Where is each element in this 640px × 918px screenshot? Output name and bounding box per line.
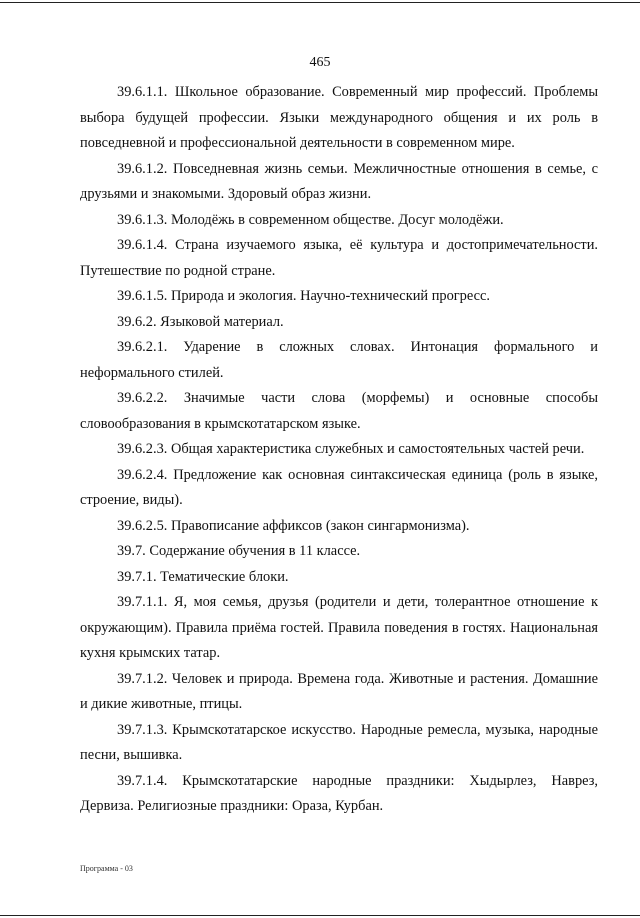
paragraph-39-6-1-5: 39.6.1.5. Природа и экология. Научно-технический прогресс. [117,288,490,304]
paragraph-39-7-1-2: 39.7.1.2. Человек и природа. Времена года. Животные и растения. Домашние и дикие животные, птицы. [80,670,598,712]
paragraph-39-6-2: 39.6.2. Языковой материал. [117,313,284,330]
paragraph-39-6-2-2: 39.6.2.2. Значимые части слова (морфемы) и основные способы словообразования в крымскотатарском языке. [80,390,598,432]
paragraph-39-6-2-1: 39.6.2.1. Ударение в сложных словах. Интонация формального и неформального стилей. [80,339,598,381]
paragraph-39-6-2-3: 39.6.2.3. Общая характеристика служебных и самостоятельных частей речи. [117,441,585,457]
page-number: 465 [309,55,331,70]
bottom-border-line [0,915,640,916]
paragraph-39-6-1-1: 39.6.1.1. Школьное образование. Современный мир профессий. Проблемы выбора будущей профессии. Языки международного общения и их роль в повседневной и профессиональной деятельности в современном мире. [80,84,598,151]
paragraph-39-7-1-3: 39.7.1.3. Крымскотатарское искусство. Народные ремесла, музыка, народные песни, вышивка. [80,721,598,763]
paragraph-39-7: 39.7. Содержание обучения в 11 классе. [117,543,361,559]
paragraph-39-6-1-2: 39.6.1.2. Повседневная жизнь семьи. Межличностные отношения в семье, с друзьями и знакомыми. Здоровый образ жизни. [80,160,598,202]
paragraph-39-7-1-4: 39.7.1.4. Крымскотатарские народные праздники: Хыдырлез, Наврез, Дервиза. Религиозные праздники: Ораза, Курбан. [80,772,598,814]
page-footer: Программа - 03 [80,864,133,873]
paragraph-39-6-2-4: 39.6.2.4. Предложение как основная синтаксическая единица (роль в языке, строение, виды). [80,466,598,508]
document-body [80,80,598,820]
paragraph-39-6-1-4: 39.6.1.4. Страна изучаемого языка, её культура и достопримечательности. Путешествие по родной стране. [80,237,598,279]
paragraph-39-6-2-5: 39.6.2.5. Правописание аффиксов (закон сингармонизма). [117,517,470,534]
top-border-line [0,2,640,3]
paragraph-39-7-1-1: 39.7.1.1. Я, моя семья, друзья (родители и дети, толерантное отношение к окружающим). Правила приёма гостей. Правила поведения в гостях. Национальная кухня крымских татар. [80,594,598,661]
paragraph-39-7-1: 39.7.1. Тематические блоки. [117,568,289,585]
paragraph-39-6-1-3: 39.6.1.3. Молодёжь в современном обществе. Досуг молодёжи. [117,211,504,228]
